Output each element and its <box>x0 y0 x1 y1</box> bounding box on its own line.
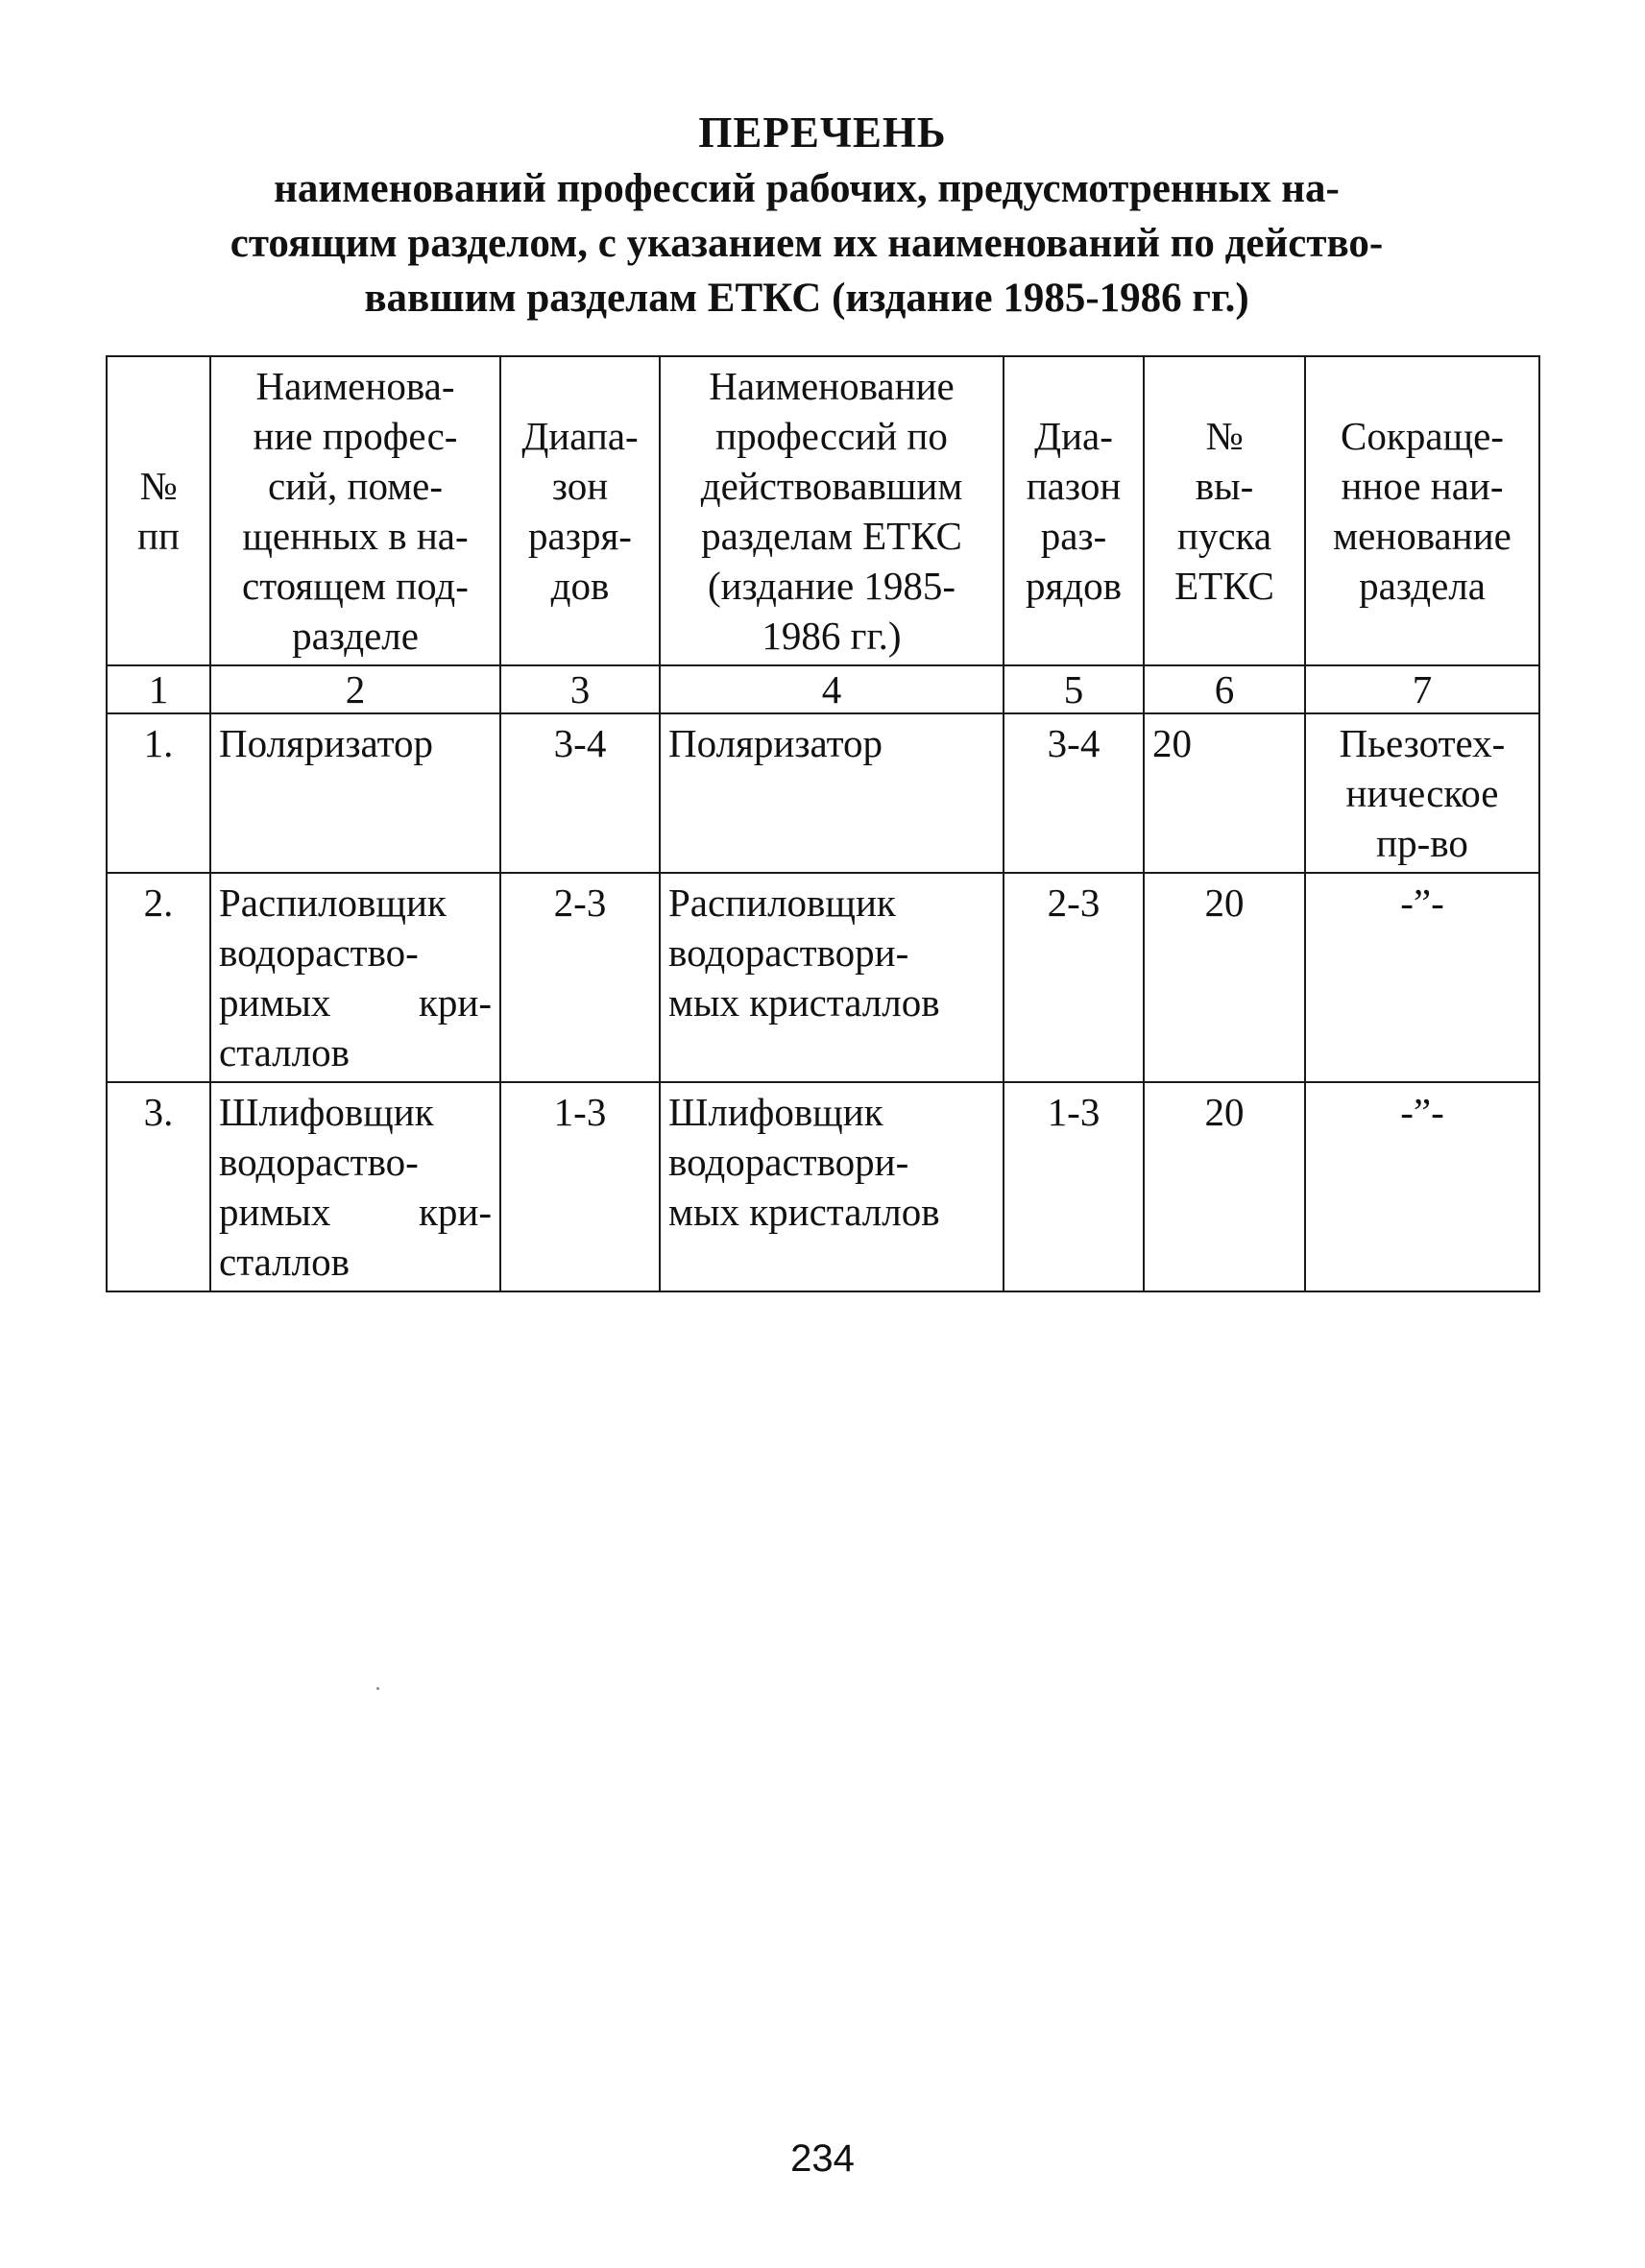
header-line: разря- <box>528 514 632 558</box>
cell-line: Поляризатор <box>668 721 883 765</box>
header-cell-old-name <box>660 356 1004 665</box>
cell-line: водораство- <box>219 930 419 975</box>
cell-line: Шлифовщик <box>219 1090 434 1134</box>
cell-no: 3. <box>107 1082 210 1291</box>
cell-line-justified <box>219 1187 492 1237</box>
column-number-row <box>107 665 1539 713</box>
header-cell-no <box>107 356 210 665</box>
header-line: пуска <box>1176 514 1272 558</box>
cell-line: пр-во <box>1376 821 1468 865</box>
header-line: Диапа- <box>521 414 639 458</box>
header-line: раз- <box>1040 514 1107 558</box>
cell-name <box>210 873 500 1082</box>
cell-line: ническое <box>1345 771 1499 815</box>
column-number: 5 <box>1004 665 1144 713</box>
cell-line: мых кристаллов <box>668 980 940 1025</box>
cell-word: кри- <box>418 1190 492 1234</box>
cell-issue: 20 <box>1144 1082 1305 1291</box>
header-cell-range <box>500 356 660 665</box>
header-line: пп <box>137 514 180 558</box>
header-line: стоящем под- <box>242 564 469 608</box>
cell-line: водораство- <box>219 1140 419 1184</box>
table-header-row <box>107 356 1539 665</box>
cell-line-justified <box>219 977 492 1027</box>
column-number: 3 <box>500 665 660 713</box>
header-line: 1986 гг.) <box>762 614 902 658</box>
cell-line: -”- <box>1400 1090 1444 1134</box>
header-cell-new-name <box>210 356 500 665</box>
cell-issue: 20 <box>1144 873 1305 1082</box>
header-line: менование <box>1333 514 1512 558</box>
cell-section <box>1305 1082 1539 1291</box>
cell-line: мых кристаллов <box>668 1190 940 1234</box>
cell-line: сталлов <box>219 1240 350 1284</box>
header-line: действовавшим <box>700 464 963 508</box>
document-subtitle <box>163 161 1450 326</box>
column-number: 4 <box>660 665 1004 713</box>
cell-no: 2. <box>107 873 210 1082</box>
cell-old-name <box>660 1082 1004 1291</box>
cell-word: кри- <box>418 980 492 1025</box>
cell-line: Распиловщик <box>668 881 896 925</box>
cell-old-range: 3-4 <box>1004 713 1144 873</box>
header-line: вы- <box>1195 464 1254 508</box>
header-line: сий, поме- <box>267 464 444 508</box>
cell-old-range: 1-3 <box>1004 1082 1144 1291</box>
header-line: ЕТКС <box>1174 564 1274 608</box>
header-line: Наименова- <box>255 364 455 408</box>
cell-old-name <box>660 713 1004 873</box>
cell-old-range: 2-3 <box>1004 873 1144 1082</box>
cell-range: 1-3 <box>500 1082 660 1291</box>
header-line: разделам ЕТКС <box>701 514 962 558</box>
document-title: ПЕРЕЧЕНЬ <box>698 109 947 157</box>
header-line: Наименование <box>709 364 955 408</box>
cell-line: водораствори- <box>668 930 909 975</box>
column-number: 7 <box>1305 665 1539 713</box>
header-cell-section <box>1305 356 1539 665</box>
page-number: 234 <box>790 2137 855 2180</box>
column-number: 1 <box>107 665 210 713</box>
cell-line: сталлов <box>219 1030 350 1074</box>
header-line: раздела <box>1359 564 1486 608</box>
header-line: Диа- <box>1034 414 1113 458</box>
cell-range: 2-3 <box>500 873 660 1082</box>
cell-word: римых <box>219 980 331 1025</box>
header-cell-old-range <box>1004 356 1144 665</box>
header-line: (издание 1985- <box>707 564 956 608</box>
cell-line: -”- <box>1400 881 1444 925</box>
header-line: Сокраще- <box>1341 414 1504 458</box>
column-number: 6 <box>1144 665 1305 713</box>
cell-line: водораствори- <box>668 1140 909 1184</box>
header-line: ние профес- <box>253 414 458 458</box>
header-line: щенных в на- <box>242 514 469 558</box>
subtitle-line: наименований профессий рабочих, предусмотренных на- <box>274 166 1340 211</box>
header-line: дов <box>550 564 610 608</box>
scan-speck <box>376 1687 379 1690</box>
header-cell-issue <box>1144 356 1305 665</box>
cell-old-name <box>660 873 1004 1082</box>
cell-line: Поляризатор <box>219 721 434 765</box>
table-row <box>107 1082 1539 1291</box>
cell-word: римых <box>219 1190 331 1234</box>
cell-range: 3-4 <box>500 713 660 873</box>
column-number: 2 <box>210 665 500 713</box>
subtitle-line: стоящим разделом, с указанием их наименований по действо- <box>230 221 1384 266</box>
table-row <box>107 713 1539 873</box>
header-line: разделе <box>292 614 419 658</box>
cell-line: Пьезотех- <box>1339 721 1506 765</box>
header-line: нное наи- <box>1341 464 1504 508</box>
header-line: рядов <box>1025 564 1123 608</box>
cell-issue: 20 <box>1144 713 1305 873</box>
cell-no: 1. <box>107 713 210 873</box>
header-line: № <box>139 464 178 508</box>
header-line: зон <box>551 464 609 508</box>
header-line: № <box>1205 414 1244 458</box>
table-row <box>107 873 1539 1082</box>
cell-section <box>1305 713 1539 873</box>
cell-section <box>1305 873 1539 1082</box>
header-line: профессий по <box>715 414 948 458</box>
cell-name <box>210 1082 500 1291</box>
header-line: пазон <box>1026 464 1122 508</box>
cell-name <box>210 713 500 873</box>
cell-line: Распиловщик <box>219 881 447 925</box>
professions-table <box>106 355 1540 1292</box>
subtitle-line: вавшим разделам ЕТКС (издание 1985-1986 гг.) <box>364 276 1249 321</box>
cell-line: Шлифовщик <box>668 1090 883 1134</box>
